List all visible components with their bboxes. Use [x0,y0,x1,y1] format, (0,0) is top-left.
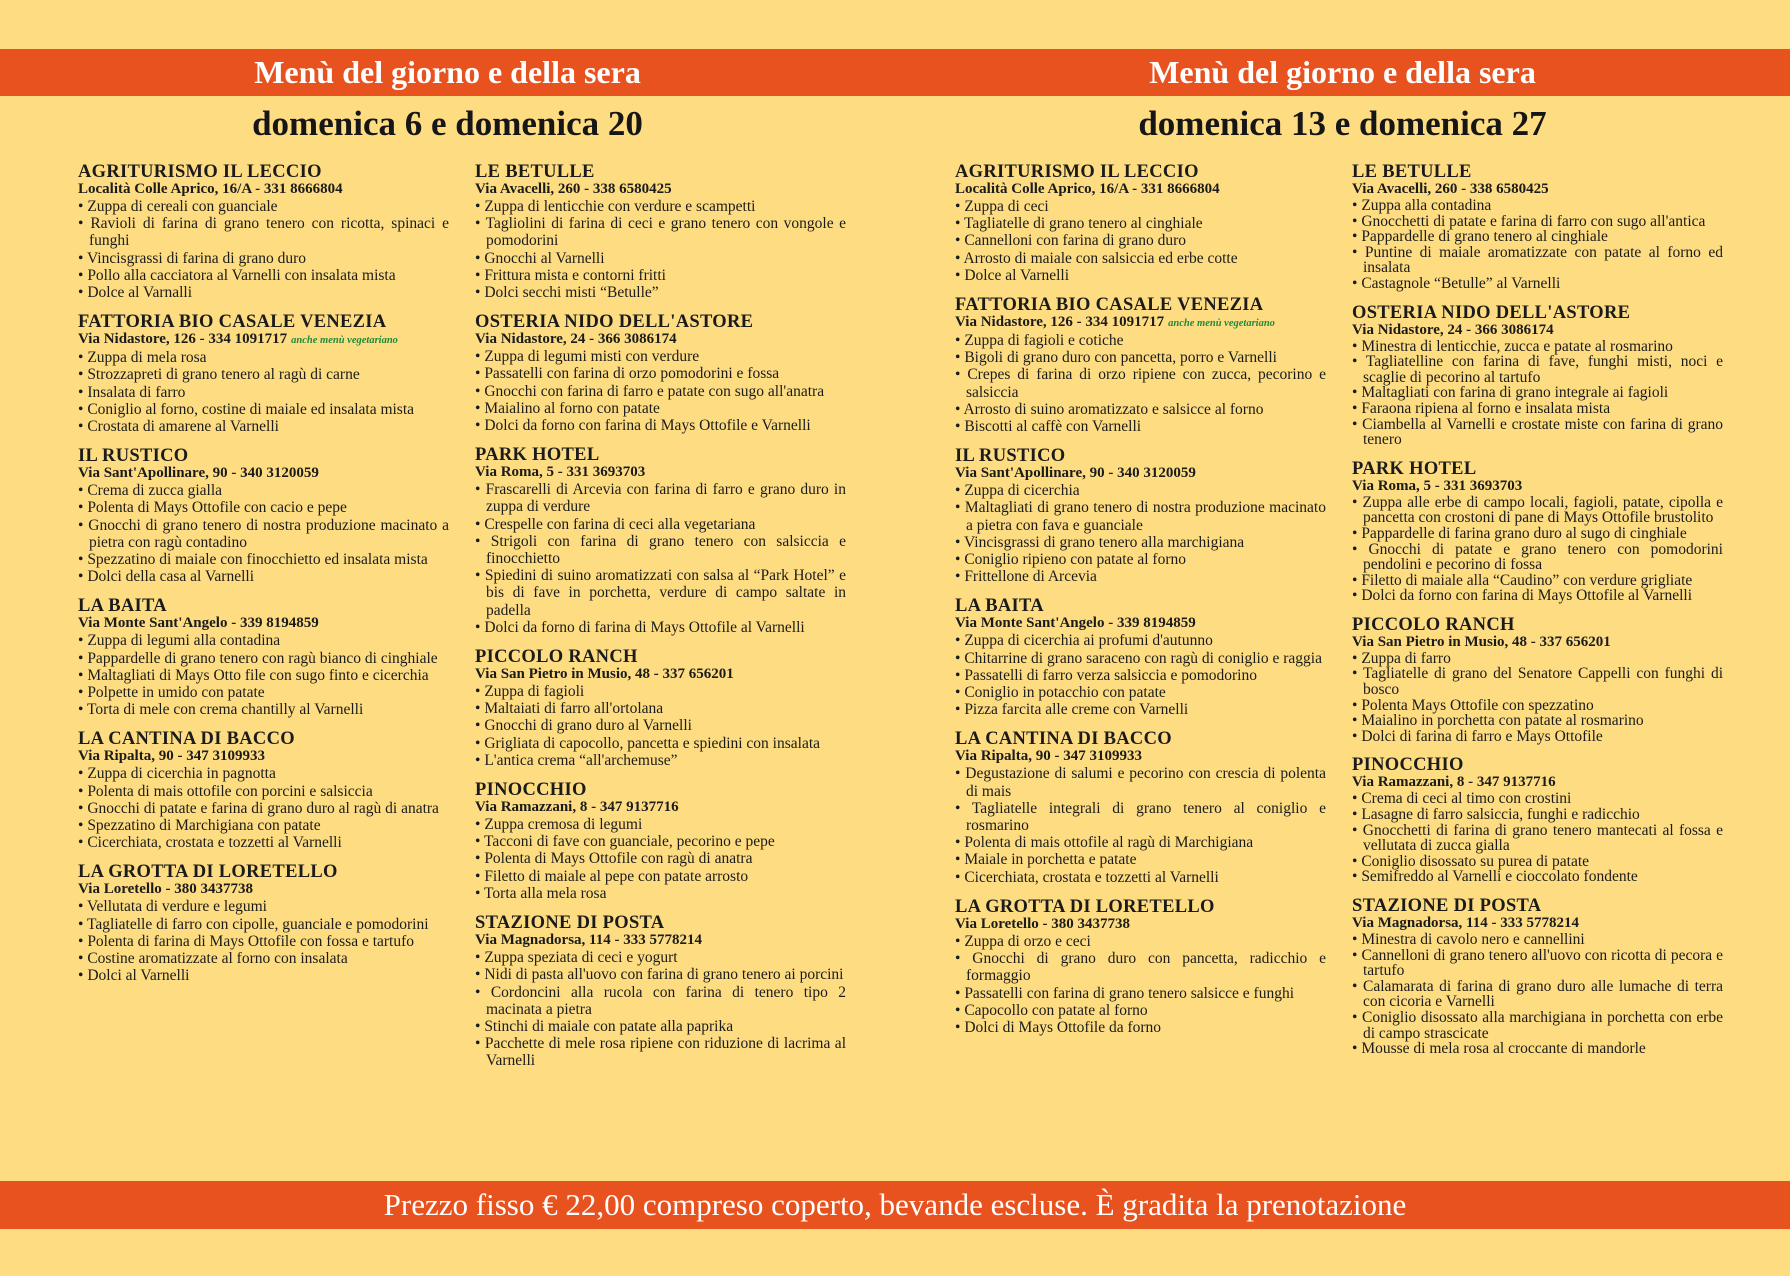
restaurant-block [475,446,846,636]
dish-item: • Cicerchiata, crostata e tozzetti al Varnelli [955,869,1326,886]
restaurant-address [1352,774,1723,791]
dish-item: • Cannelloni di grano tenero all'uovo con ricotta di pecora e tartufo [1352,948,1723,979]
dish-item: • Calamarata di farina di grano duro alle lumache di terra con cicoria e Varnelli [1352,979,1723,1010]
dish-item: • Gnocchetti di patate e farina di farro con sugo all'antica [1352,214,1723,230]
dish-item: • Degustazione di salumi e pecorino con crescia di polenta di mais [955,765,1326,799]
dish-item: • Semifreddo al Varnelli e cioccolato fondente [1352,869,1723,885]
dish-list [78,632,449,718]
dish-item: • Maialino in porchetta con patate al rosmarino [1352,713,1723,729]
restaurant-name: STAZIONE DI POSTA [475,913,665,934]
dish-list [78,482,449,585]
address-text: Via Magnadorsa, 114 - 333 5778214 [475,932,702,949]
dish-item: • Passatelli con farina di grano tenero salsicce e funghi [955,985,1326,1002]
address-text: Via Roma, 5 - 331 3693703 [475,464,646,481]
restaurant-block [78,447,449,585]
restaurant-address [78,748,449,765]
restaurant-block [475,313,846,434]
dish-item: • Zuppa alla contadina [1352,198,1723,214]
dish-item: • Arrosto di maiale con salsiccia ed erbe cotte [955,250,1326,267]
dish-item: • Biscotti al caffè con Varnelli [955,418,1326,435]
dish-item: • Coniglio al forno, costine di maiale ed insalata mista [78,401,449,418]
dish-item: • Dolci della casa al Varnelli [78,568,449,585]
restaurant-name: LE BETULLE [1352,162,1472,182]
dish-item: • Torta di mele con crema chantilly al Varnelli [78,701,449,718]
menu-title-left: Menù del giorno e della sera [254,54,641,90]
dish-item: • Polenta di mais ottofile al ragù di Marchigiana [955,834,1326,851]
address-text: Via Magnadorsa, 114 - 333 5778214 [1352,915,1579,931]
dish-list [955,198,1326,284]
restaurant-block [955,597,1326,718]
dish-item: • Vincisgrassi di farina di grano duro [78,250,449,267]
address-text: Via Loretello - 380 3437738 [78,881,253,898]
dish-item: • Mousse di mela rosa al croccante di mandorle [1352,1041,1723,1057]
restaurant-address [955,615,1326,632]
restaurant-name: STAZIONE DI POSTA [1352,896,1542,916]
dish-item: • Coniglio disossato alla marchigiana in porchetta con erbe di campo strascicate [1352,1010,1723,1041]
date-title-right: domenica 13 e domenica 27 [1138,104,1547,143]
dish-item: • Crema di ceci al timo con crostini [1352,791,1723,807]
dish-item: • Gnocchi al Varnelli [475,250,846,267]
dish-item: • Dolce al Varnelli [955,267,1326,284]
address-text: Via Ramazzani, 8 - 347 9137716 [475,799,679,816]
dish-item: • Puntine di maiale aromatizzate con patate al forno ed insalata [1352,245,1723,276]
menu-column-1 [78,163,449,997]
address-text: Via San Pietro in Musio, 48 - 337 656201 [1352,633,1611,650]
restaurant-name: IL RUSTICO [78,446,189,467]
dish-item: • Coniglio ripieno con patate al forno [955,551,1326,568]
dish-item: • Frascarelli di Arcevia con farina di farro e grano duro in zuppa di verdure [475,481,846,515]
restaurant-block [78,863,449,984]
restaurant-block [78,730,449,851]
restaurant-address [955,465,1326,482]
address-text: Via Nidastore, 24 - 366 3086174 [1352,321,1554,338]
dish-list [78,898,449,984]
restaurant-block [78,313,449,435]
dish-list [475,348,846,434]
dish-item: • Vincisgrassi di grano tenero alla marchigiana [955,534,1326,551]
dish-list [1352,495,1723,604]
dish-item: • Tagliatelle di grano tenero al cinghiale [955,215,1326,232]
restaurant-block [1352,304,1723,448]
dish-item: • Spezzatino di Marchigiana con patate [78,817,449,834]
dish-item: • Zuppa di ceci [955,198,1326,215]
address-text: Via Avacelli, 260 - 338 6580425 [1352,181,1549,197]
restaurant-block [1352,897,1723,1057]
address-text: Via Ramazzani, 8 - 347 9137716 [1352,774,1556,791]
dish-list [955,933,1326,1036]
dish-item: • Gnocchi con farina di farro e patate con sugo all'anatra [475,383,846,400]
dish-item: • Zuppa di legumi alla contadina [78,632,449,649]
menu-column-2 [475,163,846,1082]
dish-item: • Zuppa alle erbe di campo locali, fagioli, patate, cipolla e pancetta con crostoni di pane di Mays Ottofile brustolito [1352,495,1723,526]
dish-item: • Zuppa di lenticchie con verdure e scampetti [475,198,846,215]
restaurant-name: IL RUSTICO [955,446,1066,467]
dish-item: • Dolci da forno con farina di Mays Ottofile e Varnelli [475,417,846,434]
dish-list [1352,339,1723,448]
dish-item: • Lasagne di farro salsiccia, funghi e radicchio [1352,807,1723,823]
restaurant-address [1352,322,1723,339]
address-text: Via Ripalta, 90 - 347 3109933 [955,748,1142,765]
restaurant-name: LA BAITA [78,596,167,617]
restaurant-block [955,447,1326,585]
dish-item: • Zuppa di legumi misti con verdure [475,348,846,365]
dish-item: • Spezzatino di maiale con finocchietto ed insalata mista [78,551,449,568]
dish-item: • Polenta di Mays Ottofile con cacio e pepe [78,499,449,516]
menu-title-right: Menù del giorno e della sera [1149,54,1536,90]
header-band [0,49,1790,96]
footer-band [0,1181,1790,1229]
dish-item: • Tagliatelle di farro con cipolle, guanciale e pomodorini [78,916,449,933]
dish-item: • Castagnole “Betulle” al Varnelli [1352,276,1723,292]
restaurant-block [955,163,1326,284]
address-text: Via San Pietro in Musio, 48 - 337 656201 [475,666,734,683]
dish-item: • Tagliatelle integrali di grano tenero al coniglio e rosmarino [955,800,1326,834]
restaurant-address [955,748,1326,765]
dish-item: • Nidi di pasta all'uovo con farina di grano tenero ai porcini [475,966,846,983]
dish-list [475,481,846,636]
dish-item: • Coniglio disossato su purea di patate [1352,854,1723,870]
restaurant-block [475,914,846,1069]
dish-item: • Faraona ripiena al forno e insalata mista [1352,401,1723,417]
dish-list [78,765,449,851]
dish-item: • Stinchi di maiale con patate alla paprika [475,1018,846,1035]
restaurant-name: PARK HOTEL [475,445,600,466]
dish-item: • Gnocchi di grano tenero di nostra produzione macinato a pietra con ragù contadino [78,517,449,551]
dish-item: • Polpette in umido con patate [78,684,449,701]
restaurant-name: AGRITURISMO IL LECCIO [955,162,1199,182]
dish-item: • Torta alla mela rosa [475,885,846,902]
restaurant-name: PICCOLO RANCH [1352,614,1515,635]
dish-item: • Crepes di farina di orzo ripiene con zucca, pecorino e salsiccia [955,366,1326,400]
vegetarian-note: anche menù vegetariano [1168,318,1275,330]
dish-item: • Spiedini di suino aromatizzati con salsa al “Park Hotel” e bis di fave in porchetta, verdure di campo saltate in padella [475,567,846,619]
dish-list [78,349,449,435]
restaurant-address [78,615,449,632]
address-text: Via Monte Sant'Angelo - 339 8194859 [78,615,319,632]
dish-item: • Filetto di maiale alla “Caudino” con verdure grigliate [1352,573,1723,589]
dish-list [955,332,1326,435]
dish-item: • Dolci secchi misti “Betulle” [475,284,846,301]
restaurant-address [1352,915,1723,932]
dish-list [1352,791,1723,885]
restaurant-name: LA CANTINA DI BACCO [955,729,1172,750]
dish-item: • Bigoli di grano duro con pancetta, porro e Varnelli [955,349,1326,366]
dish-list [1352,932,1723,1057]
dish-item: • Dolce al Varnalli [78,284,449,301]
address-text: Via Nidastore, 126 - 334 1091717 [955,314,1165,331]
restaurant-block [1352,616,1723,745]
dish-item: • Maltagliati con farina di grano integrale ai fagioli [1352,385,1723,401]
dish-item: • Pappardelle di grano tenero al cinghiale [1352,229,1723,245]
dish-item: • Ciambella al Varnelli e crostate miste con farina di grano tenero [1352,417,1723,448]
dish-item: • Pollo alla cacciatora al Varnelli con insalata mista [78,267,449,284]
restaurant-block [1352,163,1723,292]
restaurant-address [475,331,846,348]
address-text: Via Nidastore, 24 - 366 3086174 [475,331,677,348]
address-text: Località Colle Aprico, 16/A - 331 8666804 [78,181,343,197]
dish-item: • Tagliolini di farina di ceci e grano tenero con vongole e pomodorini [475,215,846,249]
dish-item: • Costine aromatizzate al forno con insalata [78,950,449,967]
restaurant-name: LA CANTINA DI BACCO [78,729,295,750]
dish-item: • Passatelli con farina di orzo pomodorini e fossa [475,365,846,382]
restaurant-address [1352,634,1723,651]
dish-item: • Gnocchi di grano duro al Varnelli [475,717,846,734]
restaurant-address [78,331,449,349]
dish-item: • Polenta di Mays Ottofile con ragù di anatra [475,850,846,867]
restaurant-address [475,181,846,198]
address-text: Via Monte Sant'Angelo - 339 8194859 [955,615,1196,632]
dish-item: • Strigoli con farina di grano tenero con salsiccia e finocchietto [475,533,846,567]
restaurant-address [1352,478,1723,495]
dish-item: • Passatelli di farro verza salsiccia e pomodorino [955,667,1326,684]
restaurant-block [955,296,1326,435]
dish-list [955,482,1326,585]
dish-item: • Polenta di farina di Mays Ottofile con fossa e tartufo [78,933,449,950]
dish-list [475,683,846,769]
restaurant-name: PINOCCHIO [475,780,587,801]
address-text: Via Sant'Apollinare, 90 - 340 3120059 [955,465,1196,482]
address-text: Via Loretello - 380 3437738 [955,915,1130,932]
address-text: Via Nidastore, 126 - 334 1091717 [78,331,288,348]
restaurant-name: LA BAITA [955,596,1044,617]
dish-list [1352,651,1723,745]
dish-item: • Pappardelle di grano tenero con ragù bianco di cinghiale [78,650,449,667]
restaurant-address [955,314,1326,332]
dish-item: • Zuppa di cicerchia ai profumi d'autunno [955,632,1326,649]
dish-item: • Minestra di lenticchie, zucca e patate al rosmarino [1352,339,1723,355]
price-notice: Prezzo fisso € 22,00 compreso coperto, bevande escluse. È gradita la prenotazione [383,1187,1407,1222]
dish-item: • Tagliatelle di grano del Senatore Cappelli con funghi di bosco [1352,666,1723,697]
restaurant-name: FATTORIA BIO CASALE VENEZIA [955,295,1264,316]
restaurant-block [955,730,1326,885]
date-title-left: domenica 6 e domenica 20 [252,104,643,143]
dish-list [955,765,1326,885]
menu-column-4 [1352,163,1723,1069]
dish-item: • Cordoncini alla rucola con farina di tenero tipo 2 macinata a pietra [475,984,846,1018]
dish-item: • Zuppa cremosa di legumi [475,816,846,833]
dish-list [955,632,1326,718]
restaurant-name: OSTERIA NIDO DELL'ASTORE [475,312,754,333]
dish-item: • Cicerchiata, crostata e tozzetti al Varnelli [78,834,449,851]
restaurant-name: AGRITURISMO IL LECCIO [78,162,322,182]
dish-list [475,198,846,301]
dish-item: • Maiale in porchetta e patate [955,851,1326,868]
dish-item: • Crespelle con farina di ceci alla vegetariana [475,516,846,533]
dish-item: • Chitarrine di grano saraceno con ragù di coniglio e raggia [955,650,1326,667]
dish-item: • Zuppa di farro [1352,651,1723,667]
dish-item: • Capocollo con patate al forno [955,1002,1326,1019]
dish-item: • Zuppa di cereali con guanciale [78,198,449,215]
dish-item: • Filetto di maiale al pepe con patate arrosto [475,868,846,885]
address-text: Via Roma, 5 - 331 3693703 [1352,477,1523,494]
menu-column-3 [955,163,1326,1048]
restaurant-address [475,932,846,949]
restaurant-block [1352,756,1723,885]
dish-item: • Maltagliati di Mays Otto file con sugo finto e cicerchia [78,667,449,684]
dish-item: • Insalata di farro [78,384,449,401]
restaurant-name: LA GROTTA DI LORETELLO [78,862,338,883]
dish-item: • Polenta di mais ottofile con porcini e salsiccia [78,783,449,800]
restaurant-name: PINOCCHIO [1352,755,1464,776]
dish-item: • Maltagliati di grano tenero di nostra produzione macinato a pietra con fava e guanciale [955,499,1326,533]
restaurant-name: PICCOLO RANCH [475,647,638,668]
dish-item: • Cannelloni con farina di grano duro [955,232,1326,249]
dish-item: • Gnocchetti di farina di grano tenero mantecati al fossa e vellutata di zucca gialla [1352,823,1723,854]
dish-item: • Maialino al forno con patate [475,400,846,417]
restaurant-block [475,648,846,769]
restaurant-block [78,597,449,718]
vegetarian-note: anche menù vegetariano [291,335,398,347]
address-text: Via Sant'Apollinare, 90 - 340 3120059 [78,465,319,482]
dish-list [78,198,449,301]
restaurant-address [475,464,846,481]
dish-item: • Zuppa di fagioli e cotiche [955,332,1326,349]
dish-item: • Gnocchi di patate e grano tenero con pomodorini pendolini e pecorino di fossa [1352,542,1723,573]
restaurant-address [1352,181,1723,198]
dish-item: • Pacchette di mele rosa ripiene con riduzione di lacrima al Varnelli [475,1035,846,1069]
restaurant-name: LE BETULLE [475,162,595,182]
dish-item: • Gnocchi di grano duro con pancetta, radicchio e formaggio [955,950,1326,984]
restaurant-block [475,781,846,902]
address-text: Via Ripalta, 90 - 347 3109933 [78,748,265,765]
dish-item: • Gnocchi di patate e farina di grano duro al ragù di anatra [78,800,449,817]
restaurant-name: LA GROTTA DI LORETELLO [955,896,1215,917]
restaurant-address [955,181,1326,198]
dish-item: • Zuppa di cicerchia in pagnotta [78,765,449,782]
dish-item: • Zuppa di fagioli [475,683,846,700]
dish-item: • Crostata di amarene al Varnelli [78,418,449,435]
dish-item: • Strozzapreti di grano tenero al ragù di carne [78,366,449,383]
dish-item: • Zuppa di mela rosa [78,349,449,366]
dish-item: • Pappardelle di farina grano duro al sugo di cinghiale [1352,526,1723,542]
restaurant-block [475,163,846,301]
dish-item: • Minestra di cavolo nero e cannellini [1352,932,1723,948]
dish-item: • Dolci da forno con farina di Mays Ottofile al Varnelli [1352,588,1723,604]
dish-item: • Dolci di Mays Ottofile da forno [955,1019,1326,1036]
dish-item: • Dolci al Varnelli [78,967,449,984]
restaurant-address [475,799,846,816]
dish-item: • Zuppa di cicerchia [955,482,1326,499]
restaurant-address [78,465,449,482]
dish-item: • Zuppa speziata di ceci e yogurt [475,949,846,966]
dish-item: • Pizza farcita alle creme con Varnelli [955,701,1326,718]
restaurant-address [475,666,846,683]
dish-item: • Maltaiati di farro all'ortolana [475,700,846,717]
dish-list [475,816,846,902]
dish-item: • Tagliatelline con farina di fave, funghi misti, noci e scaglie di pecorino al tartufo [1352,354,1723,385]
restaurant-name: PARK HOTEL [1352,458,1477,479]
dish-item: • Frittellone di Arcevia [955,568,1326,585]
dish-item: • Coniglio in potacchio con patate [955,684,1326,701]
dish-item: • Ravioli di farina di grano tenero con ricotta, spinaci e funghi [78,215,449,249]
dish-item: • Tacconi di fave con guanciale, pecorino e pepe [475,833,846,850]
restaurant-block [1352,460,1723,604]
address-text: Località Colle Aprico, 16/A - 331 8666804 [955,181,1220,197]
restaurant-name: FATTORIA BIO CASALE VENEZIA [78,312,387,333]
restaurant-address [78,181,449,198]
dish-item: • Polenta Mays Ottofile con spezzatino [1352,698,1723,714]
restaurant-address [955,916,1326,933]
restaurant-address [78,881,449,898]
dish-item: • Crema di zucca gialla [78,482,449,499]
dish-item: • Arrosto di suino aromatizzato e salsicce al forno [955,401,1326,418]
dish-item: • Grigliata di capocollo, pancetta e spiedini con insalata [475,735,846,752]
restaurant-block [955,898,1326,1036]
restaurant-name: OSTERIA NIDO DELL'ASTORE [1352,302,1631,323]
address-text: Via Avacelli, 260 - 338 6580425 [475,181,672,197]
dish-list [475,949,846,1069]
dish-item: • Dolci da forno di farina di Mays Ottofile al Varnelli [475,619,846,636]
dish-item: • Dolci di farina di farro e Mays Ottofile [1352,729,1723,745]
dish-item: • Frittura mista e contorni fritti [475,267,846,284]
dish-item: • Vellutata di verdure e legumi [78,898,449,915]
dish-item: • L'antica crema “all'archemuse” [475,752,846,769]
dish-item: • Zuppa di orzo e ceci [955,933,1326,950]
dish-list [1352,198,1723,292]
restaurant-block [78,163,449,301]
